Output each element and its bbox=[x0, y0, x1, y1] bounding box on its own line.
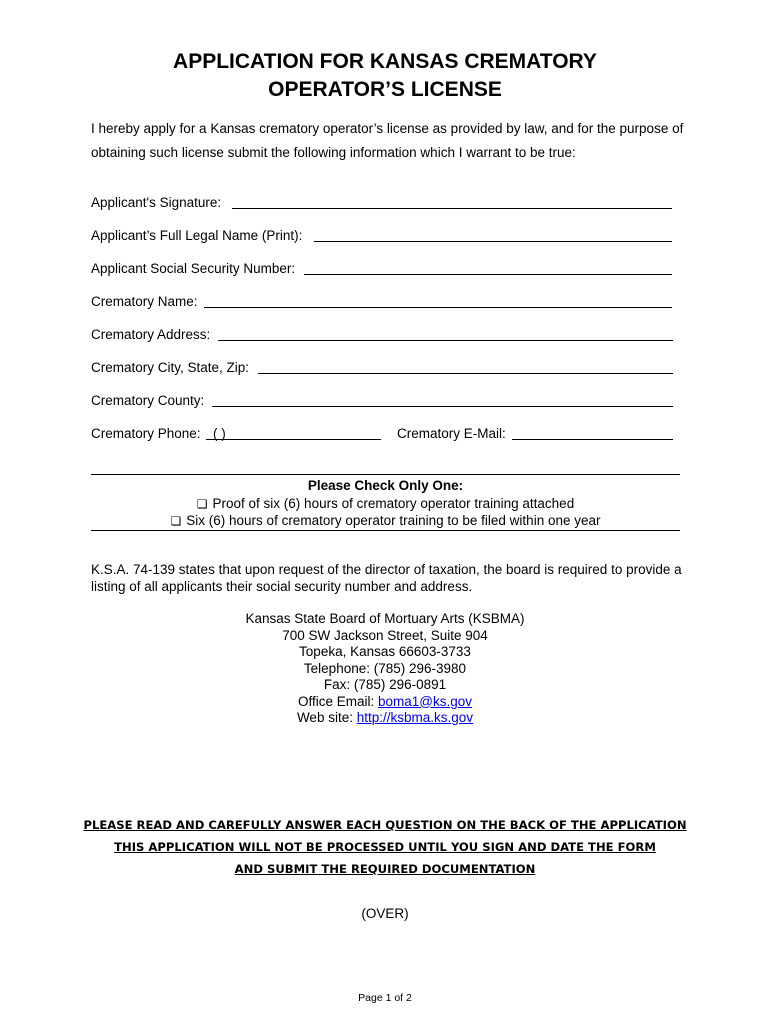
board-city: Topeka, Kansas 66603-3733 bbox=[299, 644, 471, 659]
crematory-address-field[interactable] bbox=[218, 340, 673, 341]
board-web-row bbox=[0, 710, 770, 727]
full-name-field[interactable] bbox=[314, 241, 672, 242]
crematory-city-field[interactable] bbox=[258, 373, 673, 374]
ssn-field[interactable] bbox=[304, 274, 672, 275]
phone-format-text: ( ) bbox=[213, 426, 226, 441]
crematory-phone-label: Crematory Phone: bbox=[91, 426, 201, 441]
option-proof-attached[interactable] bbox=[91, 495, 680, 513]
crematory-email-label: Crematory E-Mail: bbox=[397, 426, 506, 441]
crematory-phone-field[interactable] bbox=[206, 439, 381, 440]
crematory-address-label: Crematory Address: bbox=[91, 327, 211, 342]
board-street: 700 SW Jackson Street, Suite 904 bbox=[282, 627, 488, 643]
title-line-2: OPERATOR’S LICENSE bbox=[268, 78, 502, 101]
page-number: Page 1 of 2 bbox=[358, 992, 412, 1004]
option-to-be-filed[interactable] bbox=[91, 512, 680, 531]
crematory-county-label: Crematory County: bbox=[91, 393, 205, 408]
intro-paragraph: I hereby apply for a Kansas crematory operator’s license as provided by law, and for the purpose of obtaining such license submit the following information which I warrant to be true: bbox=[91, 121, 684, 160]
over-indicator: (OVER) bbox=[361, 906, 409, 921]
notice-line-1: PLEASE READ AND CAREFULLY ANSWER EACH QUESTION ON THE BACK OF THE APPLICATION bbox=[83, 818, 687, 832]
option-filed-label: Six (6) hours of crematory operator training to be filed within one year bbox=[186, 513, 601, 528]
crematory-email-field[interactable] bbox=[512, 439, 673, 440]
notice-line-3: AND SUBMIT THE REQUIRED DOCUMENTATION bbox=[234, 862, 536, 876]
crematory-name-field[interactable] bbox=[204, 307, 672, 308]
board-name: Kansas State Board of Mortuary Arts (KSBMA) bbox=[245, 611, 525, 626]
ksa-notice: K.S.A. 74-139 states that upon request of the director of taxation, the board is required to provide a listing of all applicants their social security number and address. bbox=[91, 562, 682, 594]
important-notice bbox=[0, 814, 770, 880]
signature-field[interactable] bbox=[232, 208, 672, 209]
board-email-row bbox=[0, 694, 770, 711]
option-proof-label: Proof of six (6) hours of crematory operator training attached bbox=[212, 496, 575, 511]
board-telephone: Telephone: (785) 296-3980 bbox=[303, 660, 467, 676]
crematory-city-label: Crematory City, State, Zip: bbox=[91, 360, 250, 375]
crematory-county-field[interactable] bbox=[212, 406, 673, 407]
full-name-label: Applicant’s Full Legal Name (Print): bbox=[91, 228, 303, 243]
web-label: Web site: bbox=[296, 710, 353, 725]
board-address-block bbox=[0, 611, 770, 727]
website-link[interactable]: http://ksbma.ks.gov bbox=[356, 710, 474, 725]
notice-line-2: THIS APPLICATION WILL NOT BE PROCESSED UNTIL YOU SIGN AND DATE THE FORM bbox=[114, 840, 656, 854]
office-email-link[interactable]: boma1@ks.gov bbox=[378, 693, 473, 709]
checkbox-icon[interactable]: ❏ bbox=[196, 497, 208, 511]
checkbox-icon[interactable]: ❏ bbox=[170, 514, 182, 528]
board-fax: Fax: (785) 296-0891 bbox=[323, 677, 447, 692]
check-section bbox=[91, 474, 680, 528]
signature-label: Applicant's Signature: bbox=[91, 195, 222, 210]
crematory-name-label: Crematory Name: bbox=[91, 294, 198, 309]
form-title bbox=[0, 48, 770, 104]
title-line-1: APPLICATION FOR KANSAS CREMATORY bbox=[173, 50, 597, 73]
email-label: Office Email: bbox=[297, 693, 375, 709]
check-heading: Please Check Only One: bbox=[307, 478, 464, 493]
ssn-label: Applicant Social Security Number: bbox=[91, 261, 296, 276]
